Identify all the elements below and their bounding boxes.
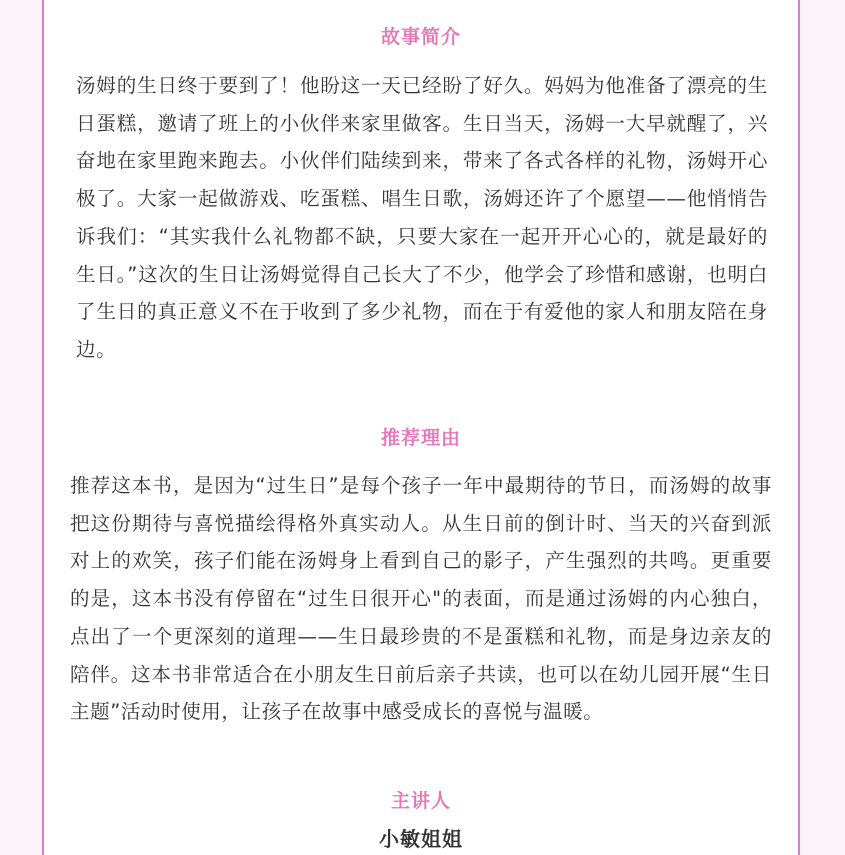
content-card: [42, 0, 800, 855]
story-summary-text: 汤姆的生日终于要到了！他盼这一天已经盼了好久。妈妈为他准备了漂亮的生日蛋糕，邀请了班上的小伙伴来家里做客。生日当天，汤姆一大早就醒了，兴奋地在家里跑来跑去。小伙伴们陆续到来，带来了各式各样的礼物，汤姆开心极了。大家一起做游戏、吃蛋糕、唱生日歌，汤姆还许了个愿望——他悄悄告诉我们：“其实我什么礼物都不缺，只要大家在一起开开心心的，就是最好的生日。”这次的生日让汤姆觉得自己长大了不少，他学会了珍惜和感谢，也明白了生日的真正意义不在于收到了多少礼物，而在于有爱他的家人和朋友陪在身边。: [76, 74, 768, 361]
presenter-name: 小敏姐姐: [379, 827, 463, 851]
story-section-title: 故事简介: [380, 26, 461, 48]
presenter-section-title: 主讲人: [390, 790, 451, 812]
reason-section-title: 推荐理由: [380, 427, 461, 449]
reason-text: 推荐这本书，是因为“过生日”是每个孩子一年中最期待的节日，而汤姆的故事把这份期待与喜悦描绘得格外真实动人。从生日前的倒计时、当天的兴奋到派对上的欢笑，孩子们能在汤姆身上看到自己的影子，产生强烈的共鸣。更重要的是，这本书没有停留在“过生日很开心"的表面，而是通过汤姆的内心独白，点出了一个更深刻的道理——生日最珍贵的不是蛋糕和礼物，而是身边亲友的陪伴。这本书非常适合在小朋友生日前后亲子共读，也可以在幼儿园开展“生日主题”活动时使用，让孩子在故事中感受成长的喜悦与温暖。: [70, 474, 772, 724]
